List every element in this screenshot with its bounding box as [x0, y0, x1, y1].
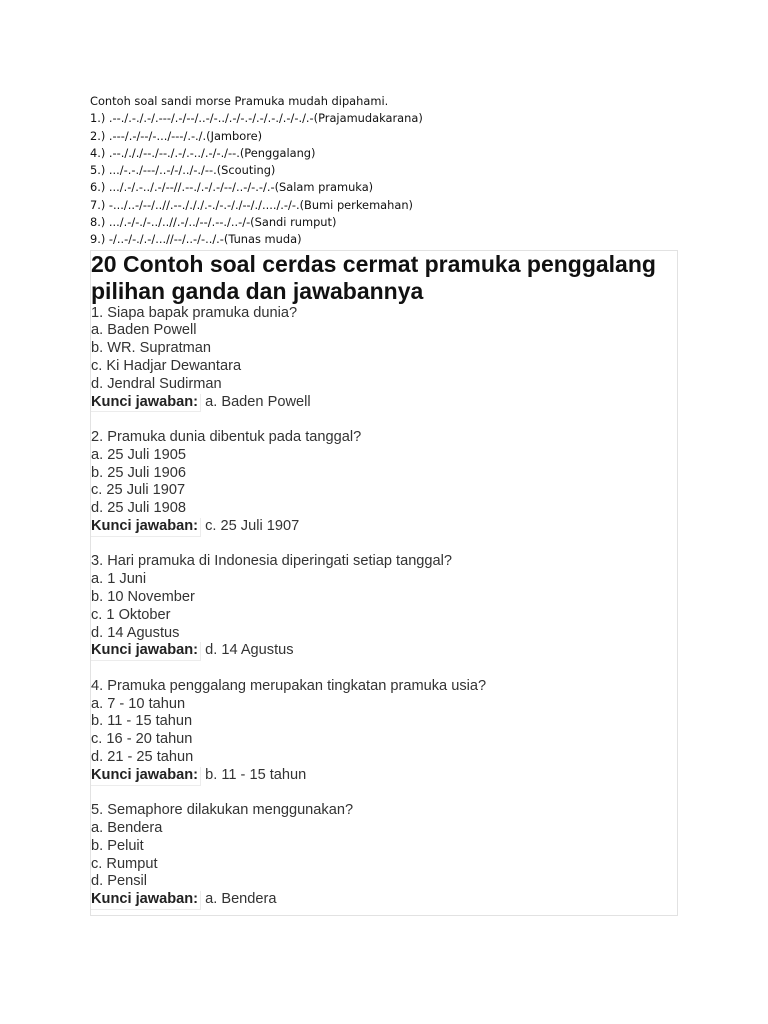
option: b. WR. Supratman — [91, 340, 212, 357]
option: d. 14 Agustus — [91, 624, 180, 641]
answer-key-label: Kunci jawaban: — [91, 518, 201, 537]
answer-key-label: Kunci jawaban: — [91, 642, 201, 661]
option: d. 25 Juli 1908 — [91, 500, 186, 517]
answer-value: b. 11 - 15 tahun — [205, 766, 307, 783]
intro-heading: Contoh soal sandi morse Pramuka mudah dipahami. — [90, 94, 389, 108]
morse-line: 9.) -/..-/-./.-/...//--/..-/-../.-(Tunas muda) — [90, 232, 302, 247]
answer-key-label: Kunci jawaban: — [91, 767, 201, 786]
answer-line — [91, 394, 677, 412]
option: d. Jendral Sudirman — [91, 375, 222, 392]
option: b. 11 - 15 tahun — [91, 713, 193, 730]
option: d. Pensil — [91, 873, 147, 890]
morse-line: 4.) .--./././--./--./.-/.-../.-/-./--.(Penggalang) — [90, 145, 316, 160]
option: c. Rumput — [91, 855, 158, 872]
answer-value: a. Bendera — [205, 891, 277, 908]
document-page — [90, 93, 680, 916]
question-text: 3. Hari pramuka di Indonesia diperingati setiap tanggal? — [91, 553, 453, 570]
morse-line: 7.) -.../..-/--/..//.--./././.-./-.-/./--/./..../.-/-.(Bumi perkemahan) — [90, 197, 414, 212]
option: c. 1 Oktober — [91, 606, 171, 623]
option: c. Ki Hadjar Dewantara — [91, 358, 242, 375]
option: b. Peluit — [91, 837, 144, 854]
option: c. 25 Juli 1907 — [91, 482, 186, 499]
option: b. 25 Juli 1906 — [91, 464, 186, 481]
question-block — [91, 678, 677, 785]
question-text: 1. Siapa bapak pramuka dunia? — [91, 304, 298, 321]
question-text: 2. Pramuka dunia dibentuk pada tanggal? — [91, 429, 362, 446]
quiz-title: 20 Contoh soal cerdas cermat pramuka penggalang pilihan ganda dan jawabannya — [91, 250, 656, 304]
answer-line — [91, 642, 677, 660]
option: a. Baden Powell — [91, 322, 197, 339]
morse-line: 5.) .../-.-./---/..-/-/../-./--.(Scouting) — [90, 163, 276, 178]
question-block — [91, 429, 677, 536]
option: a. Bendera — [91, 819, 163, 836]
answer-line — [91, 767, 677, 785]
quiz-box — [90, 250, 678, 916]
option: a. 25 Juli 1905 — [91, 446, 186, 463]
answer-value: a. Baden Powell — [205, 393, 311, 410]
question-block — [91, 802, 677, 909]
answer-key-label: Kunci jawaban: — [91, 891, 201, 910]
morse-intro — [90, 93, 680, 249]
question-text: 5. Semaphore dilakukan menggunakan? — [91, 802, 354, 819]
option: c. 16 - 20 tahun — [91, 731, 193, 748]
morse-line: 8.) .../.-/-./-../..//.-/../--/.--./..-/-(Sandi rumput) — [90, 215, 337, 230]
option: d. 21 - 25 tahun — [91, 748, 194, 765]
option: b. 10 November — [91, 589, 195, 606]
question-block — [91, 305, 677, 412]
morse-line: 6.) .../.-/.-../.-/--//.--./.-/.-/--/..-/-.-/.-(Salam pramuka) — [90, 180, 374, 195]
answer-line — [91, 518, 677, 536]
option: a. 1 Juni — [91, 571, 147, 588]
morse-line: 2.) .---/.-/--/-.../---/.-./.(Jambore) — [90, 128, 263, 143]
question-text: 4. Pramuka penggalang merupakan tingkatan pramuka usia? — [91, 677, 487, 694]
answer-value: c. 25 Juli 1907 — [205, 518, 300, 535]
question-block — [91, 553, 677, 660]
answer-value: d. 14 Agustus — [205, 642, 294, 659]
answer-key-label: Kunci jawaban: — [91, 394, 201, 413]
morse-line: 1.) .--./.-./.-/.---/.-/--/..-/-../.-/-.-/.-/.-./.-/-./.-(Prajamudakarana) — [90, 111, 423, 126]
answer-line — [91, 891, 677, 909]
option: a. 7 - 10 tahun — [91, 695, 186, 712]
